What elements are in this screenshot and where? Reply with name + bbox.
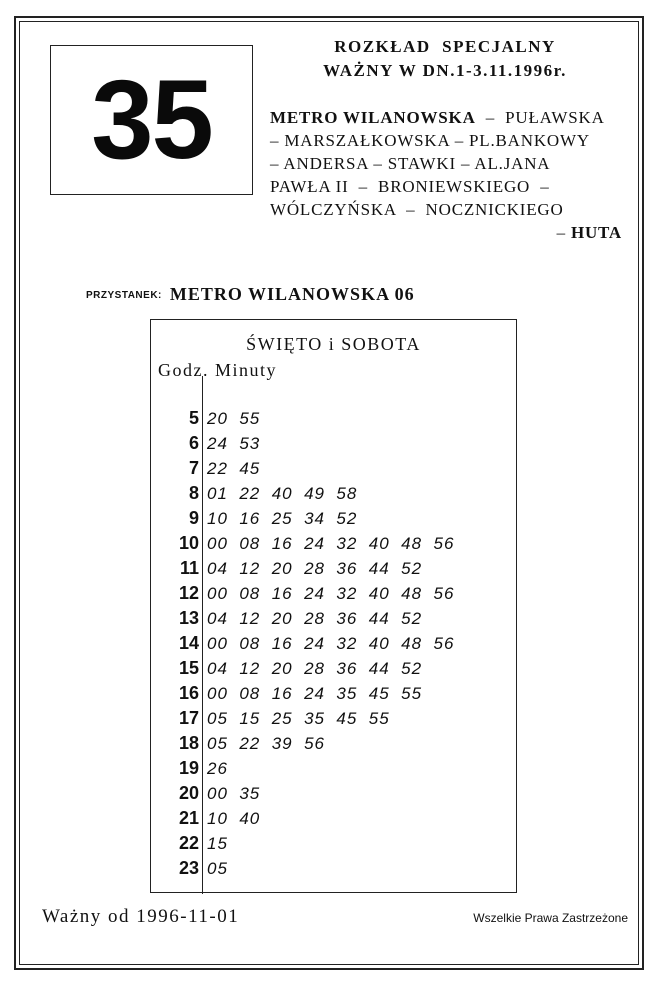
valid-from: Ważny od 1996-11-01 (42, 906, 240, 927)
minutes-cell: 15 (207, 834, 228, 853)
table-row (151, 581, 516, 606)
minutes-cell: 00 08 16 24 35 45 55 (207, 684, 423, 703)
hour-cell: 6 (188, 433, 199, 453)
hour-cell: 10 (178, 533, 199, 553)
minutes-cell: 22 45 (207, 459, 261, 478)
hour-cell: 20 (178, 783, 199, 803)
line-number-box (50, 45, 253, 195)
hour-cell: 21 (178, 808, 199, 828)
table-row (151, 506, 516, 531)
timetable (150, 319, 517, 893)
validity-dates: WAŻNY W DN.1-3.11.1996r. (323, 61, 567, 80)
schedule-title: ROZKŁAD SPECJALNY (334, 37, 556, 56)
table-row (151, 756, 516, 781)
stop-name: METRO WILANOWSKA 06 (169, 284, 415, 304)
table-row (151, 406, 516, 431)
table-row (151, 731, 516, 756)
route-line-2: – MARSZAŁKOWSKA – PL.BANKOWY (270, 131, 590, 150)
table-row (151, 481, 516, 506)
minutes-cell: 20 55 (207, 409, 261, 428)
hour-cell: 8 (188, 483, 199, 503)
table-row (151, 781, 516, 806)
day-type-heading: ŚWIĘTO i SOBOTA (246, 334, 421, 354)
route-line-1 (270, 106, 622, 129)
hour-cell: 14 (178, 633, 199, 653)
minutes-cell: 05 (207, 859, 228, 878)
table-row (151, 456, 516, 481)
minutes-cell: 26 (207, 759, 228, 778)
timetable-rows (151, 406, 516, 881)
minutes-cell: 04 12 20 28 36 44 52 (207, 559, 423, 578)
route-line-5: WÓLCZYŃSKA – NOCZNICKIEGO (270, 200, 564, 219)
minutes-cell: 05 15 25 35 45 55 (207, 709, 390, 728)
column-headers (158, 360, 277, 381)
route-line-6-dash: – (556, 223, 571, 242)
hour-cell: 17 (178, 708, 199, 728)
route-end-stop: HUTA (570, 223, 622, 242)
minutes-column-header: Minuty (215, 360, 278, 380)
hour-cell: 13 (178, 608, 199, 628)
table-row (151, 831, 516, 856)
stop-label: PRZYSTANEK: (86, 290, 162, 301)
hour-cell: 11 (179, 558, 199, 578)
route-line-6 (270, 221, 622, 244)
table-row (151, 681, 516, 706)
table-row (151, 806, 516, 831)
copyright-notice: Wszelkie Prawa Zastrzeżone (473, 911, 628, 925)
minutes-cell: 00 35 (207, 784, 261, 803)
hour-cell: 9 (188, 508, 199, 528)
schedule-header (270, 35, 620, 83)
hour-cell: 5 (188, 408, 199, 428)
table-row (151, 706, 516, 731)
stop-info (86, 284, 415, 305)
minutes-cell: 10 40 (207, 809, 261, 828)
route-start-stop: METRO WILANOWSKA (270, 108, 476, 127)
route-line-1-rest: – PUŁAWSKA (475, 108, 605, 127)
table-row (151, 631, 516, 656)
table-row (151, 656, 516, 681)
table-row (151, 856, 516, 881)
route-line-4: PAWŁA II – BRONIEWSKIEGO – (270, 177, 550, 196)
minutes-cell: 05 22 39 56 (207, 734, 325, 753)
route-description (270, 106, 622, 244)
minutes-cell: 10 16 25 34 52 (207, 509, 358, 528)
route-line-3: – ANDERSA – STAWKI – AL.JANA (270, 154, 551, 173)
line-number: 35 (91, 57, 212, 182)
table-row (151, 431, 516, 456)
minutes-cell: 00 08 16 24 32 40 48 56 (207, 584, 455, 603)
minutes-cell: 04 12 20 28 36 44 52 (207, 609, 423, 628)
minutes-cell: 04 12 20 28 36 44 52 (207, 659, 423, 678)
hour-column-header: Godz. (158, 360, 209, 380)
hour-cell: 23 (178, 858, 199, 878)
hour-cell: 22 (178, 833, 199, 853)
table-row (151, 531, 516, 556)
minutes-cell: 01 22 40 49 58 (207, 484, 358, 503)
minutes-cell: 24 53 (207, 434, 261, 453)
minutes-cell: 00 08 16 24 32 40 48 56 (207, 534, 455, 553)
hour-cell: 16 (178, 683, 199, 703)
table-row (151, 606, 516, 631)
hour-cell: 12 (178, 583, 199, 603)
table-row (151, 556, 516, 581)
hour-cell: 7 (188, 458, 199, 478)
minutes-cell: 00 08 16 24 32 40 48 56 (207, 634, 455, 653)
hour-cell: 18 (178, 733, 199, 753)
hour-cell: 19 (178, 758, 199, 778)
hour-cell: 15 (178, 658, 199, 678)
